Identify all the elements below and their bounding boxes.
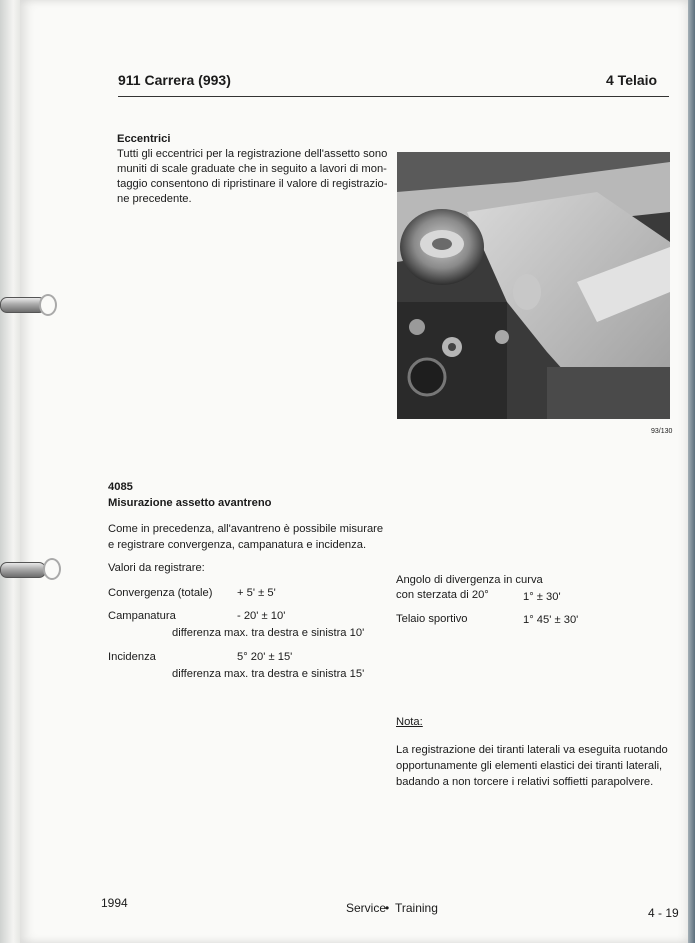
footer-service: Service xyxy=(346,901,387,915)
incidenza-value: 5° 20' ± 15' xyxy=(237,651,293,663)
intro-line: Come in precedenza, all'avantreno è possibile misurare xyxy=(108,523,384,535)
angolo-label-line1: Angolo di divergenza in curva xyxy=(396,574,543,586)
footer-page-number: 4 - 19 xyxy=(648,906,679,920)
nota-line: La registrazione dei tiranti laterali va eseguita ruotando xyxy=(396,744,668,756)
telaio-sportivo-value: 1° 45' ± 30' xyxy=(523,614,579,626)
suspension-photo-drawing xyxy=(397,152,670,419)
nota-line: opportunamente gli elementi elastici dei tiranti laterali, xyxy=(396,760,663,772)
nota-title: Nota: xyxy=(396,716,423,728)
campanatura-value: - 20' ± 10' xyxy=(237,610,286,622)
eccentrici-line: muniti di scale graduate che in seguito a lavori di mon- xyxy=(117,163,387,175)
punch-hole-bottom xyxy=(43,558,61,580)
eccentrici-line: taggio consentono di ripristinare il valore di registrazio- xyxy=(117,178,388,190)
telaio-sportivo-label: Telaio sportivo xyxy=(396,613,468,625)
punch-hole-top xyxy=(39,294,57,316)
intro-line: e registrare convergenza, campanatura e incidenza. xyxy=(108,539,367,551)
convergenza-value: + 5' ± 5' xyxy=(237,587,276,599)
footer-dot: • xyxy=(385,901,390,915)
nota-line: badando a non torcere i relativi soffietti parapolvere. xyxy=(396,776,654,788)
eccentrici-title: Eccentrici xyxy=(117,133,171,145)
photo-caption: 93/130 xyxy=(651,428,673,435)
header-section: 4 Telaio xyxy=(606,72,658,88)
section-code: 4085 xyxy=(108,481,133,493)
header-model: 911 Carrera (993) xyxy=(118,72,231,88)
angolo-value: 1° ± 30' xyxy=(523,591,561,603)
incidenza-diff: differenza max. tra destra e sinistra 15' xyxy=(172,668,365,680)
binder-ring-bottom xyxy=(0,562,46,578)
campanatura-label: Campanatura xyxy=(108,610,176,622)
eccentrici-line: Tutti gli eccentrici per la registrazione dell'assetto sono xyxy=(117,148,388,160)
values-label: Valori da registrare: xyxy=(108,562,205,574)
footer-training: Training xyxy=(395,901,438,915)
footer-year: 1994 xyxy=(101,896,128,910)
incidenza-label: Incidenza xyxy=(108,651,156,663)
suspension-photo xyxy=(397,152,670,419)
eccentrici-line: ne precedente. xyxy=(117,193,192,205)
convergenza-label: Convergenza (totale) xyxy=(108,587,213,599)
angolo-label-line2: con sterzata di 20° xyxy=(396,589,489,601)
binder-edge xyxy=(0,0,22,943)
header-rule xyxy=(118,96,669,97)
section-title: Misurazione assetto avantreno xyxy=(108,497,272,509)
campanatura-diff: differenza max. tra destra e sinistra 10' xyxy=(172,627,365,639)
